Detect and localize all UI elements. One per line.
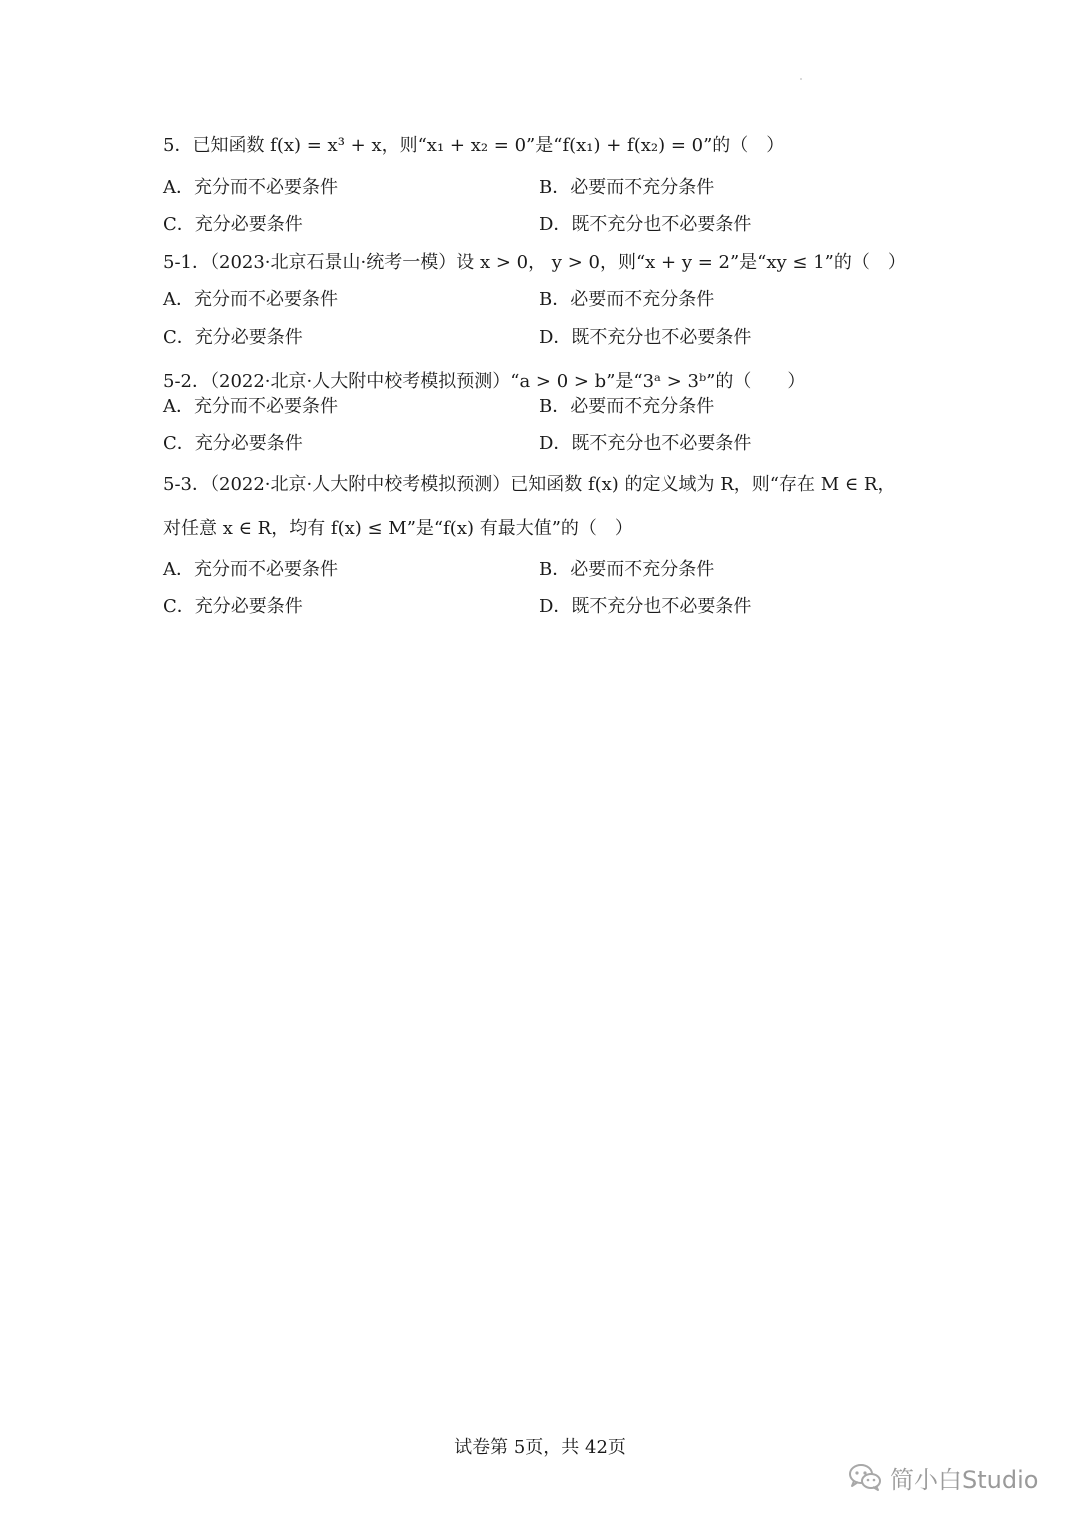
question-5-2-stem: 5-2．（2022·北京·人大附中校考模拟预测）“a > 0 > b”是“3ᵃ > 3ᵇ”的（ ） — [163, 371, 806, 392]
page-footer: 试卷第 5页，共 42页 — [454, 1437, 626, 1458]
watermark — [848, 1460, 1038, 1494]
question-5-2-option-c: C．充分必要条件 — [163, 433, 303, 454]
question-5-stem: 5．已知函数 f(x) = x³ + x，则“x₁ + x₂ = 0”是“f(x₁) + f(x₂) = 0”的（ ） — [163, 135, 785, 156]
question-5-3-option-d: D．既不充分也不必要条件 — [539, 596, 752, 617]
question-5-option-c: C．充分必要条件 — [163, 214, 303, 235]
question-5-1-option-a: A．充分而不必要条件 — [163, 289, 338, 310]
question-5-option-b: B．必要而不充分条件 — [539, 177, 715, 198]
wechat-icon — [848, 1462, 882, 1492]
question-5-option-d: D．既不充分也不必要条件 — [539, 214, 752, 235]
question-5-1-stem: 5-1．（2023·北京石景山·统考一模）设 x > 0， y > 0，则“x + y = 2”是“xy ≤ 1”的（ ） — [163, 252, 906, 273]
question-5-2-option-d: D．既不充分也不必要条件 — [539, 433, 752, 454]
question-5-2-option-a: A．充分而不必要条件 — [163, 396, 338, 417]
question-5-1-option-b: B．必要而不充分条件 — [539, 289, 715, 310]
question-5-1-option-c: C．充分必要条件 — [163, 327, 303, 348]
question-5-3-option-c: C．充分必要条件 — [163, 596, 303, 617]
scan-speck — [800, 78, 802, 80]
question-5-2-option-b: B．必要而不充分条件 — [539, 396, 715, 417]
question-5-3-stem-line2: 对任意 x ∈ R，均有 f(x) ≤ M”是“f(x) 有最大值”的（ ） — [163, 518, 633, 539]
question-5-option-a: A．充分而不必要条件 — [163, 177, 338, 198]
question-5-1-option-d: D．既不充分也不必要条件 — [539, 327, 752, 348]
watermark-text: 简小白Studio — [890, 1465, 1039, 1494]
question-5-3-option-b: B．必要而不充分条件 — [539, 559, 715, 580]
question-5-3-stem: 5-3．（2022·北京·人大附中校考模拟预测）已知函数 f(x) 的定义域为 R，则“存在 M ∈ R， — [163, 474, 896, 495]
question-5-3-option-a: A．充分而不必要条件 — [163, 559, 338, 580]
